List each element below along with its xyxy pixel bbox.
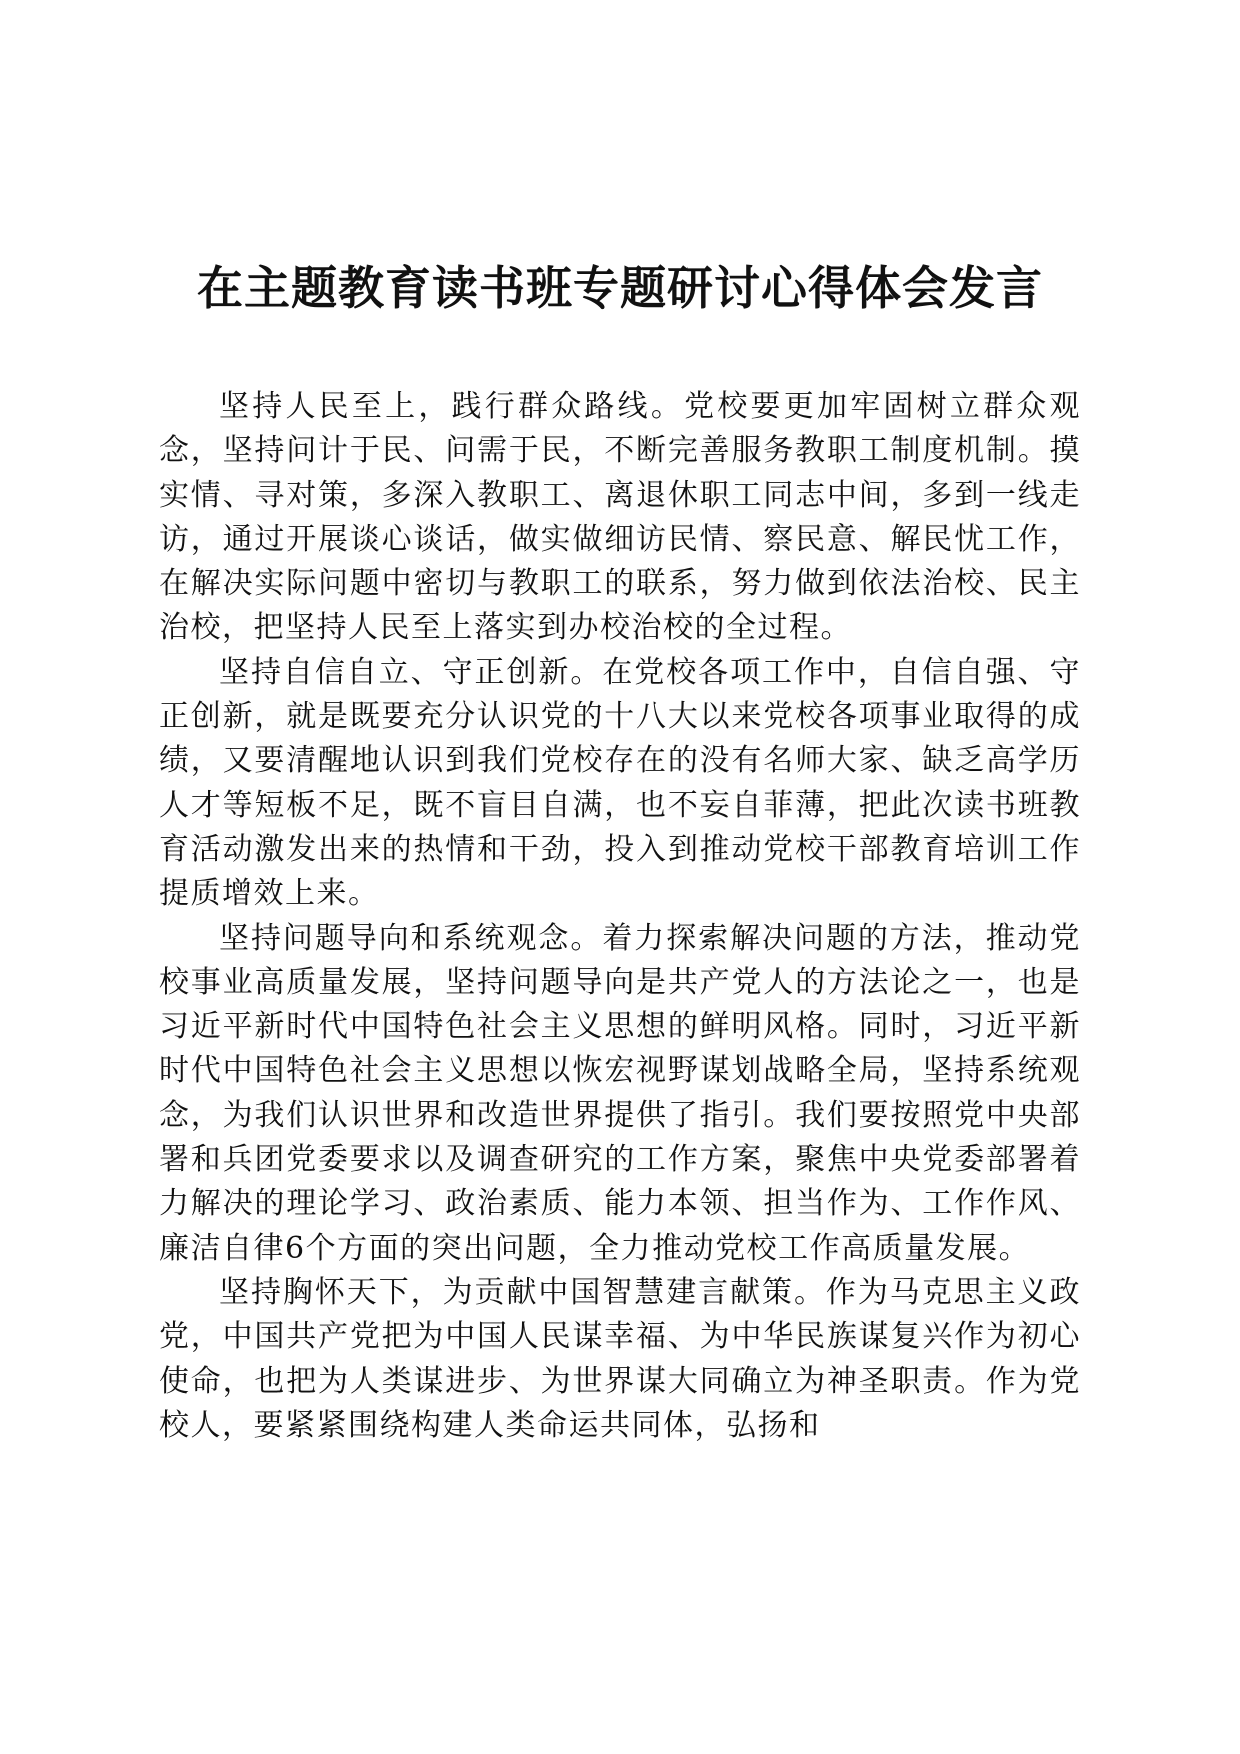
paragraph-problem-orientation [159, 917, 1081, 1271]
paragraph-heading: 坚持人民至上，践行群众路线。 [219, 389, 685, 424]
paragraph-self-confidence [159, 651, 1081, 917]
paragraph-global-vision [159, 1271, 1081, 1448]
paragraph-heading: 坚持自信自立、守正创新。 [219, 654, 603, 690]
document-title: 在主题教育读书班专题研讨心得体会发言 [197, 261, 1043, 315]
paragraph-text: 着力探索解决问题的方法，推动党校事业高质量发展，坚持问题导向是共产党人的方法论之一，也是习近平新时代中国特色社会主义思想的鲜明风格。同时，习近平新时代中国特色社会主义思想以恢宏视野谋划战略全局，坚持系统观念，为我们认识世界和改造世界提供了指引。我们要按照党中央部署和兵团党委要求以及调查研究的工作方案，聚焦中央党委部署着力解决的理论学习、政治素质、能力本领、担当作为、工作作风、廉洁自律6个方面的突出问题，全力推动党校工作高质量发展。 [159, 920, 1082, 1266]
paragraph-text: 作为马克思主义政党，中国共产党把为中国人民谋幸福、为中华民族谋复兴作为初心使命，也把为人类谋进步、为世界谋大同确立为神圣职责。作为党校人，要紧紧围绕构建人类命运共同体，弘扬和 [159, 1274, 1082, 1443]
paragraph-text: 党校要更加牢固树立群众观念，坚持问计于民、问需于民，不断完善服务教职工制度机制。摸实情、寻对策，多深入教职工、离退休职工同志中间，多到一线走访，通过开展谈心谈话，做实做细访民情、察民意、解民忧工作，在解决实际问题中密切与教职工的联系，努力做到依法治校、民主治校，把坚持人民至上落实到办校治校的全过程。 [159, 389, 1082, 646]
paragraph-text: 在党校各项工作中，自信自强、守正创新，就是既要充分认识党的十八大以来党校各项事业取得的成绩，又要清醒地认识到我们党校存在的没有名师大家、缺乏高学历人才等短板不足，既不盲目自满，也不妄自菲薄，把此次读书班教育活动激发出来的热情和干劲，投入到推动党校干部教育培训工作提质增效上来。 [159, 654, 1082, 912]
paragraph-heading: 坚持胸怀天下，为贡献中国智慧建言献策。 [219, 1274, 826, 1310]
document-body [159, 385, 1081, 1448]
paragraph-heading: 坚持问题导向和系统观念。 [219, 920, 603, 956]
paragraph-people-first [159, 385, 1081, 651]
